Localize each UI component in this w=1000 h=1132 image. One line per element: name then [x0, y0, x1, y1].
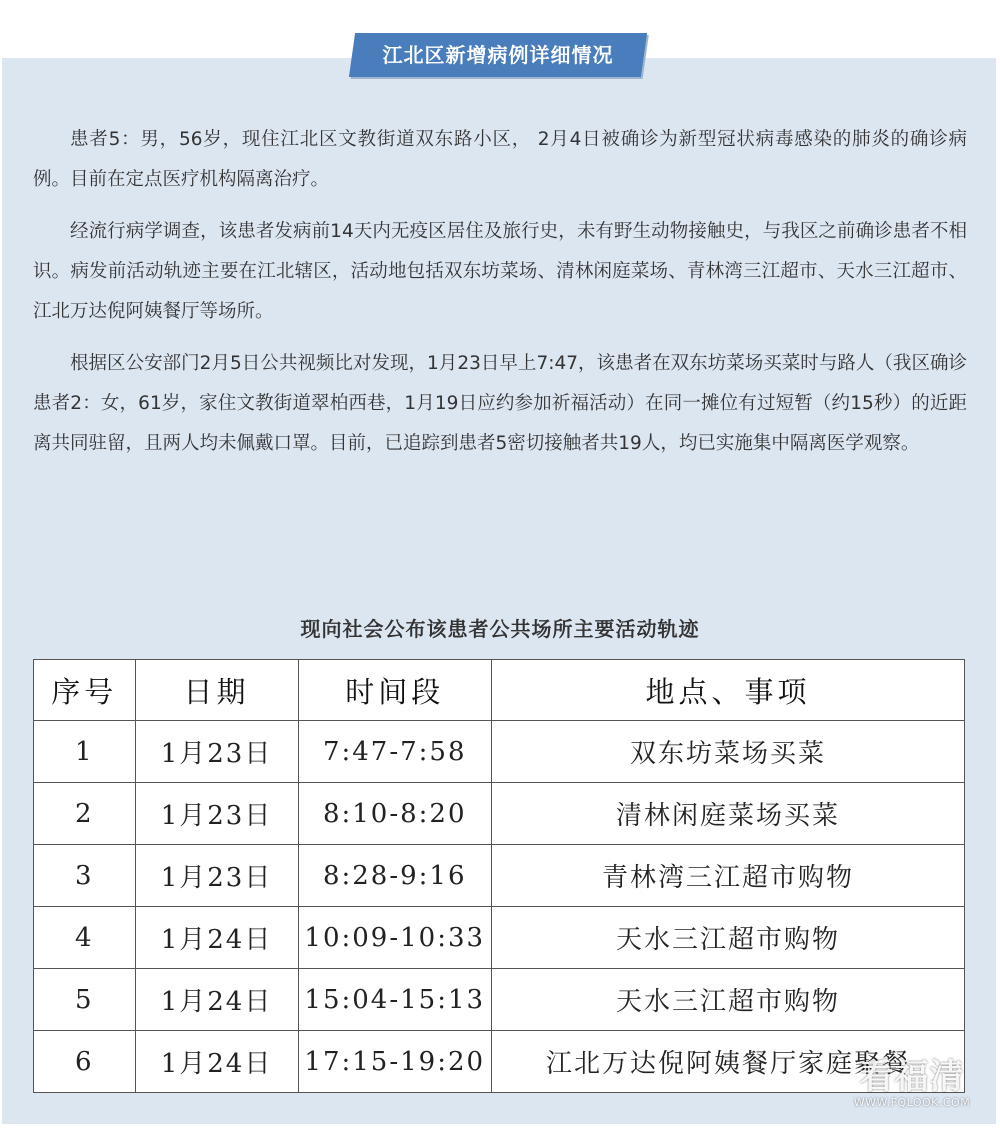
header-place: 地点、事项 — [491, 660, 964, 721]
page-title: 江北区新增病例详细情况 — [382, 43, 614, 67]
cell-date: 1月23日 — [135, 845, 298, 907]
cell-date: 1月23日 — [135, 783, 298, 845]
cell-place: 天水三江超市购物 — [491, 969, 964, 1031]
cell-index: 2 — [34, 783, 136, 845]
article-paragraph: 患者5：男，56岁，现住江北区文教街道双东路小区， 2月4日被确诊为新型冠状病毒感染的肺炎的确诊病例。目前在定点医疗机构隔离治疗。 — [33, 129, 967, 190]
cell-time: 7:47-7:58 — [298, 721, 491, 783]
watermark-logo: 看福清 — [859, 1057, 965, 1097]
cell-place: 清林闲庭菜场买菜 — [491, 783, 964, 845]
cell-date: 1月24日 — [135, 907, 298, 969]
cell-index: 4 — [34, 907, 136, 969]
cell-time: 15:04-15:13 — [298, 969, 491, 1031]
table-title: 现向社会公布该患者公共场所主要活动轨迹 — [300, 617, 700, 641]
cell-index: 6 — [34, 1031, 136, 1093]
cell-place: 青林湾三江超市购物 — [491, 845, 964, 907]
watermark — [842, 1058, 982, 1109]
table-row — [34, 969, 965, 1031]
cell-date: 1月24日 — [135, 1031, 298, 1093]
article-paragraph: 经流行病学调查，该患者发病前14天内无疫区居住及旅行史，未有野生动物接触史，与我区之前确诊患者不相识。病发前活动轨迹主要在江北辖区，活动地包括双东坊菜场、清林闲庭菜场、青林湾三江超市、天水三江超市、江北万达倪阿姨餐厅等场所。 — [33, 221, 967, 322]
header-index: 序号 — [34, 660, 136, 721]
cell-place: 双东坊菜场买菜 — [491, 721, 964, 783]
header-date: 日期 — [135, 660, 298, 721]
table-row — [34, 783, 965, 845]
header-time: 时间段 — [298, 660, 491, 721]
cell-place: 天水三江超市购物 — [491, 907, 964, 969]
article-body — [33, 120, 967, 476]
cell-index: 1 — [34, 721, 136, 783]
watermark-url: WWW.FQLOOK.COM — [853, 1096, 971, 1109]
cell-index: 3 — [34, 845, 136, 907]
cell-time: 8:10-8:20 — [298, 783, 491, 845]
cell-time: 17:15-19:20 — [298, 1031, 491, 1093]
table-row — [34, 1031, 965, 1093]
activity-table — [33, 659, 965, 1093]
article-paragraph: 根据区公安部门2月5日公共视频比对发现，1月23日早上7:47，该患者在双东坊菜场买菜时与路人（我区确诊患者2：女，61岁，家住文教街道翠柏西巷，1月19日应约参加祈福活动）在同一摊位有过短暂（约15秒）的近距离共同驻留，且两人均未佩戴口罩。目前，已追踪到患者5密切接触者共19人，均已实施集中隔离医学观察。 — [33, 353, 967, 454]
cell-time: 8:28-9:16 — [298, 845, 491, 907]
cell-date: 1月24日 — [135, 969, 298, 1031]
cell-date: 1月23日 — [135, 721, 298, 783]
cell-time: 10:09-10:33 — [298, 907, 491, 969]
table-row — [34, 845, 965, 907]
table-header-row — [34, 660, 965, 721]
table-row — [34, 907, 965, 969]
table-row — [34, 721, 965, 783]
cell-index: 5 — [34, 969, 136, 1031]
cell-place: 江北万达倪阿姨餐厅家庭聚餐 — [491, 1031, 964, 1093]
